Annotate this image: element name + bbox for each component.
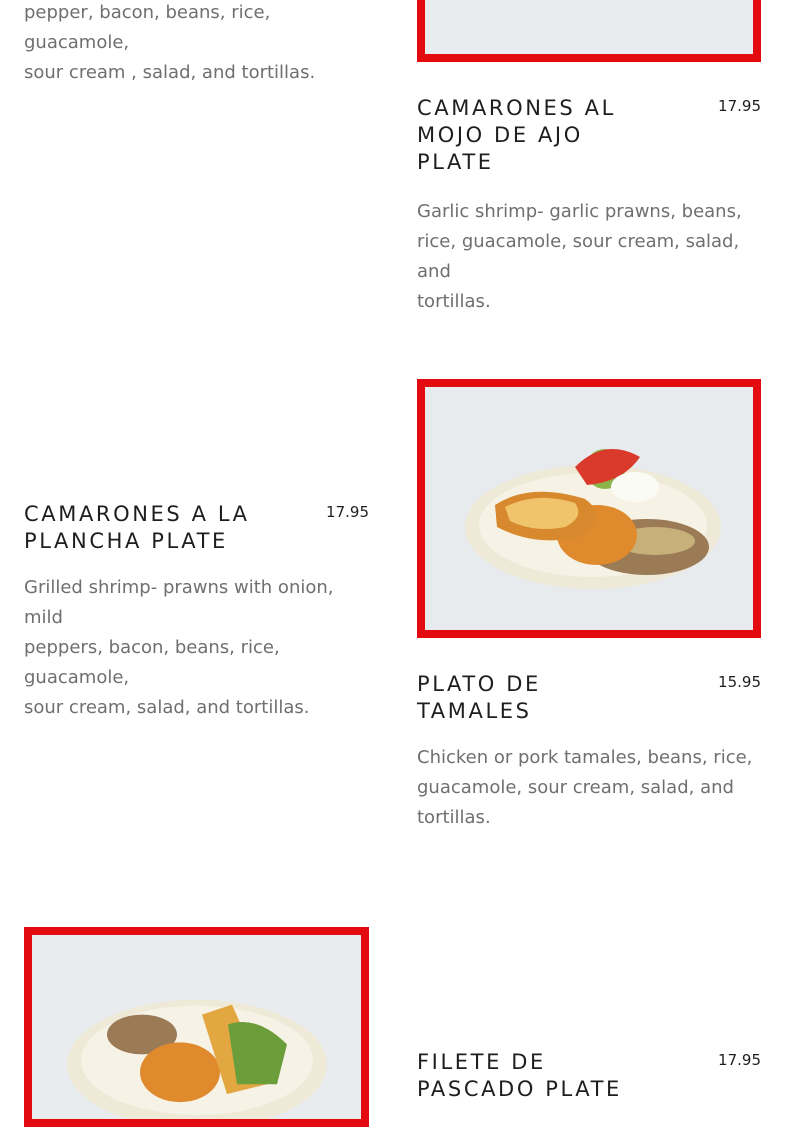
menu-item-partial: [24, 0, 374, 88]
item-price: 17.95: [718, 1051, 761, 1069]
item-description: Grilled shrimp- prawns with onion, mild peppers, bacon, beans, rice, guacamole, sour cream, salad, and tortillas.: [24, 577, 334, 718]
item-description: Garlic shrimp- garlic prawns, beans, rice, guacamole, sour cream, salad, and tortillas.: [417, 201, 742, 312]
item-title: CAMARONES A LA PLANCHA PLATE: [24, 502, 250, 553]
item-title: FILETE DE PASCADO PLATE: [417, 1050, 622, 1101]
plate-image: [425, 0, 753, 54]
item-title: PLATO DE TAMALES: [417, 672, 541, 723]
item-description: Chicken or pork tamales, beans, rice, guacamole, sour cream, salad, and tortillas.: [417, 747, 753, 828]
plate-image: [32, 935, 361, 1119]
item-price: 15.95: [718, 673, 761, 691]
dish-photo[interactable]: [417, 379, 761, 638]
menu-item[interactable]: [417, 95, 761, 317]
menu-item[interactable]: [24, 501, 369, 723]
menu-item[interactable]: [417, 1049, 761, 1103]
dish-photo[interactable]: [24, 927, 369, 1127]
menu-item[interactable]: [417, 671, 761, 833]
item-title: CAMARONES AL MOJO DE AJO PLATE: [417, 96, 616, 174]
plate-image: [425, 387, 753, 630]
item-price: 17.95: [718, 97, 761, 115]
dish-photo[interactable]: [417, 0, 761, 62]
item-price: 17.95: [326, 503, 369, 521]
item-description: pepper, bacon, beans, rice, guacamole, sour cream , salad, and tortillas.: [24, 2, 316, 83]
